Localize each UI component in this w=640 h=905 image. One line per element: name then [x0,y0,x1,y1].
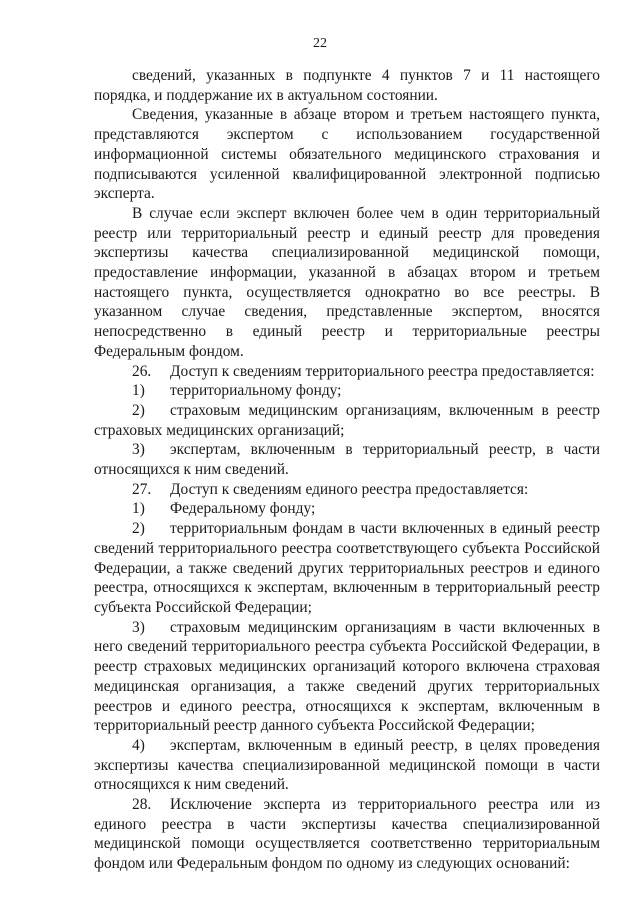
clause-26-item-3 [94,440,600,479]
item-text: страховым медицинским организациям, включенным в реестр страховых медицинских организаций; [94,401,600,439]
clause-text: Доступ к сведениям территориального реестра предоставляется: [170,362,595,380]
item-text: территориальным фондам в части включенных в единый реестр сведений территориального реестра соответствующего субъекта Российской Федерации, а также сведений других территориальных реестров и единого реестра, относящихся к экспертам, включенным в территориальный реестр субъекта Российской Федерации; [94,520,600,616]
clause-number: 27. [132,480,152,498]
clause-27-item-1 [94,499,600,519]
clause-text: Исключение эксперта из территориального реестра или из единого реестра в части экспертизы качества специализированной медицинской помощи осуществляется соответственно территориальным фондом или Федеральным фондом по одному из следующих оснований: [94,796,600,873]
clause-26-item-1 [94,381,600,401]
clause-27-item-3 [94,618,600,736]
paragraph-continuation: сведений, указанных в подпункте 4 пунктов 7 и 11 настоящего порядка, и поддержание их в актуальном состоянии. [94,67,600,104]
clause-27-item-4 [94,736,600,795]
clause-number: 28. [132,796,152,814]
clause-text: Доступ к сведениям единого реестра предоставляется: [170,480,529,498]
item-text: территориальному фонду; [170,382,342,400]
clause-number: 26. [132,362,152,380]
paragraph-signature-requirement: Сведения, указанные в абзаце втором и третьем настоящего пункта, представляются экспертом с использованием государственной информационной системы обязательного медицинского страхования и подписываются усиленной квалифицированной электронной подписью эксперта. [94,106,600,203]
item-number: 3) [132,618,145,636]
paragraph-multiple-registries: В случае если эксперт включен более чем в один территориальный реестр или территориальный реестр и единый реестр для проведения экспертизы качества специализированной медицинской помощи, предоставление информации, указанной в абзацах втором и третьем настоящего пункта, осуществляется однократно во все реестры. В указанном случае сведения, представленные экспертом, вносятся непосредственно в единый реестр и территориальные реестры Федеральным фондом. [94,204,600,360]
clause-27-item-2 [94,519,600,618]
item-number: 2) [132,401,145,419]
item-text: экспертам, включенным в единый реестр, в целях проведения экспертизы качества специализированной медицинской помощи в части относящихся к ним сведений. [94,736,600,794]
clause-28 [94,795,600,874]
item-number: 1) [132,500,145,518]
page-number: 22 [313,36,327,51]
item-number: 1) [132,382,145,400]
clause-26-item-2 [94,401,600,440]
item-text: экспертам, включенным в территориальный реестр, в части относящихся к ним сведений. [94,441,600,479]
clause-26 [94,362,600,382]
item-number: 2) [132,520,145,538]
item-text: страховым медицинским организациям в части включенных в него сведений территориального реестра субъекта Российской Федерации, в реестр страховых медицинских организаций которого включена страховая медицинская организация, а также сведений других территориальных реестров и единого реестра, относящихся к экспертам, включенным в территориальный реестр данного субъекта Российской Федерации; [94,618,600,735]
document-body [94,66,600,874]
item-text: Федеральному фонду; [170,500,316,518]
item-number: 3) [132,441,145,459]
item-number: 4) [132,736,145,754]
clause-27 [94,480,600,500]
